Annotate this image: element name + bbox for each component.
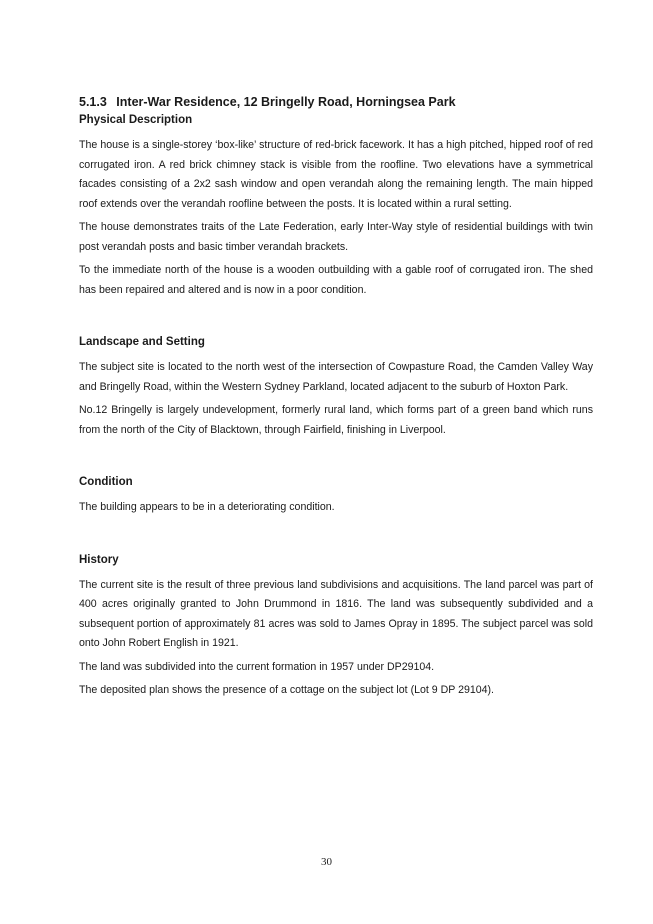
history-paragraph-3: The deposited plan shows the presence of a cottage on the subject lot (Lot 9 DP 29104).	[79, 684, 494, 696]
section-title-text: Inter-War Residence, 12 Bringelly Road, Horningsea Park	[116, 95, 456, 109]
page-number: 30	[321, 856, 332, 868]
history-paragraph-1: The current site is the result of three previous land subdivisions and acquisitions. The land parcel was part of 400 acres originally granted to John Drummond in 1816. The land was subsequently subdivided and a subsequent portion of approximately 81 acres was sold to James Opray in 1895. The subject parcel was sold onto John Robert English in 1921.	[79, 578, 593, 649]
physical-paragraph-3: To the immediate north of the house is a wooden outbuilding with a gable roof of corrugated iron. The shed has been repaired and altered and is now in a poor condition.	[79, 264, 593, 296]
section-title	[79, 93, 593, 111]
section-number: 5.1.3	[79, 95, 107, 109]
condition-paragraph-1: The building appears to be in a deteriorating condition.	[79, 501, 335, 513]
landscape-paragraph-2: No.12 Bringelly is largely undevelopment, formerly rural land, which forms part of a green band which runs from the north of the City of Blacktown, through Fairfield, finishing in Liverpool.	[79, 404, 593, 436]
landscape-heading: Landscape and Setting	[79, 336, 205, 348]
history-paragraph-2: The land was subdivided into the current formation in 1957 under DP29104.	[79, 660, 435, 673]
physical-description-heading: Physical Description	[79, 114, 193, 126]
history-heading: History	[79, 553, 119, 566]
landscape-paragraph-1: The subject site is located to the north west of the intersection of Cowpasture Road, the Camden Valley Way and Bringelly Road, within the Western Sydney Parkland, located adjacent to the suburb of Hoxton Park.	[79, 361, 593, 393]
physical-paragraph-2: The house demonstrates traits of the Late Federation, early Inter-Way style of residential buildings with twin post verandah posts and basic timber verandah brackets.	[79, 221, 593, 253]
physical-paragraph-1: The house is a single-storey ‘box-like’ structure of red-brick facework. It has a high pitched, hipped roof of red corrugated iron. A red brick chimney stack is visible from the roofline. Two elevations have a symmetrical facades consisting of a 2x2 sash window and open verandah along the remaining length. The main hipped roof extends over the verandah roofline between the posts. It is located within a rural setting.	[79, 139, 593, 210]
document-body	[79, 93, 593, 701]
condition-heading: Condition	[79, 476, 133, 488]
